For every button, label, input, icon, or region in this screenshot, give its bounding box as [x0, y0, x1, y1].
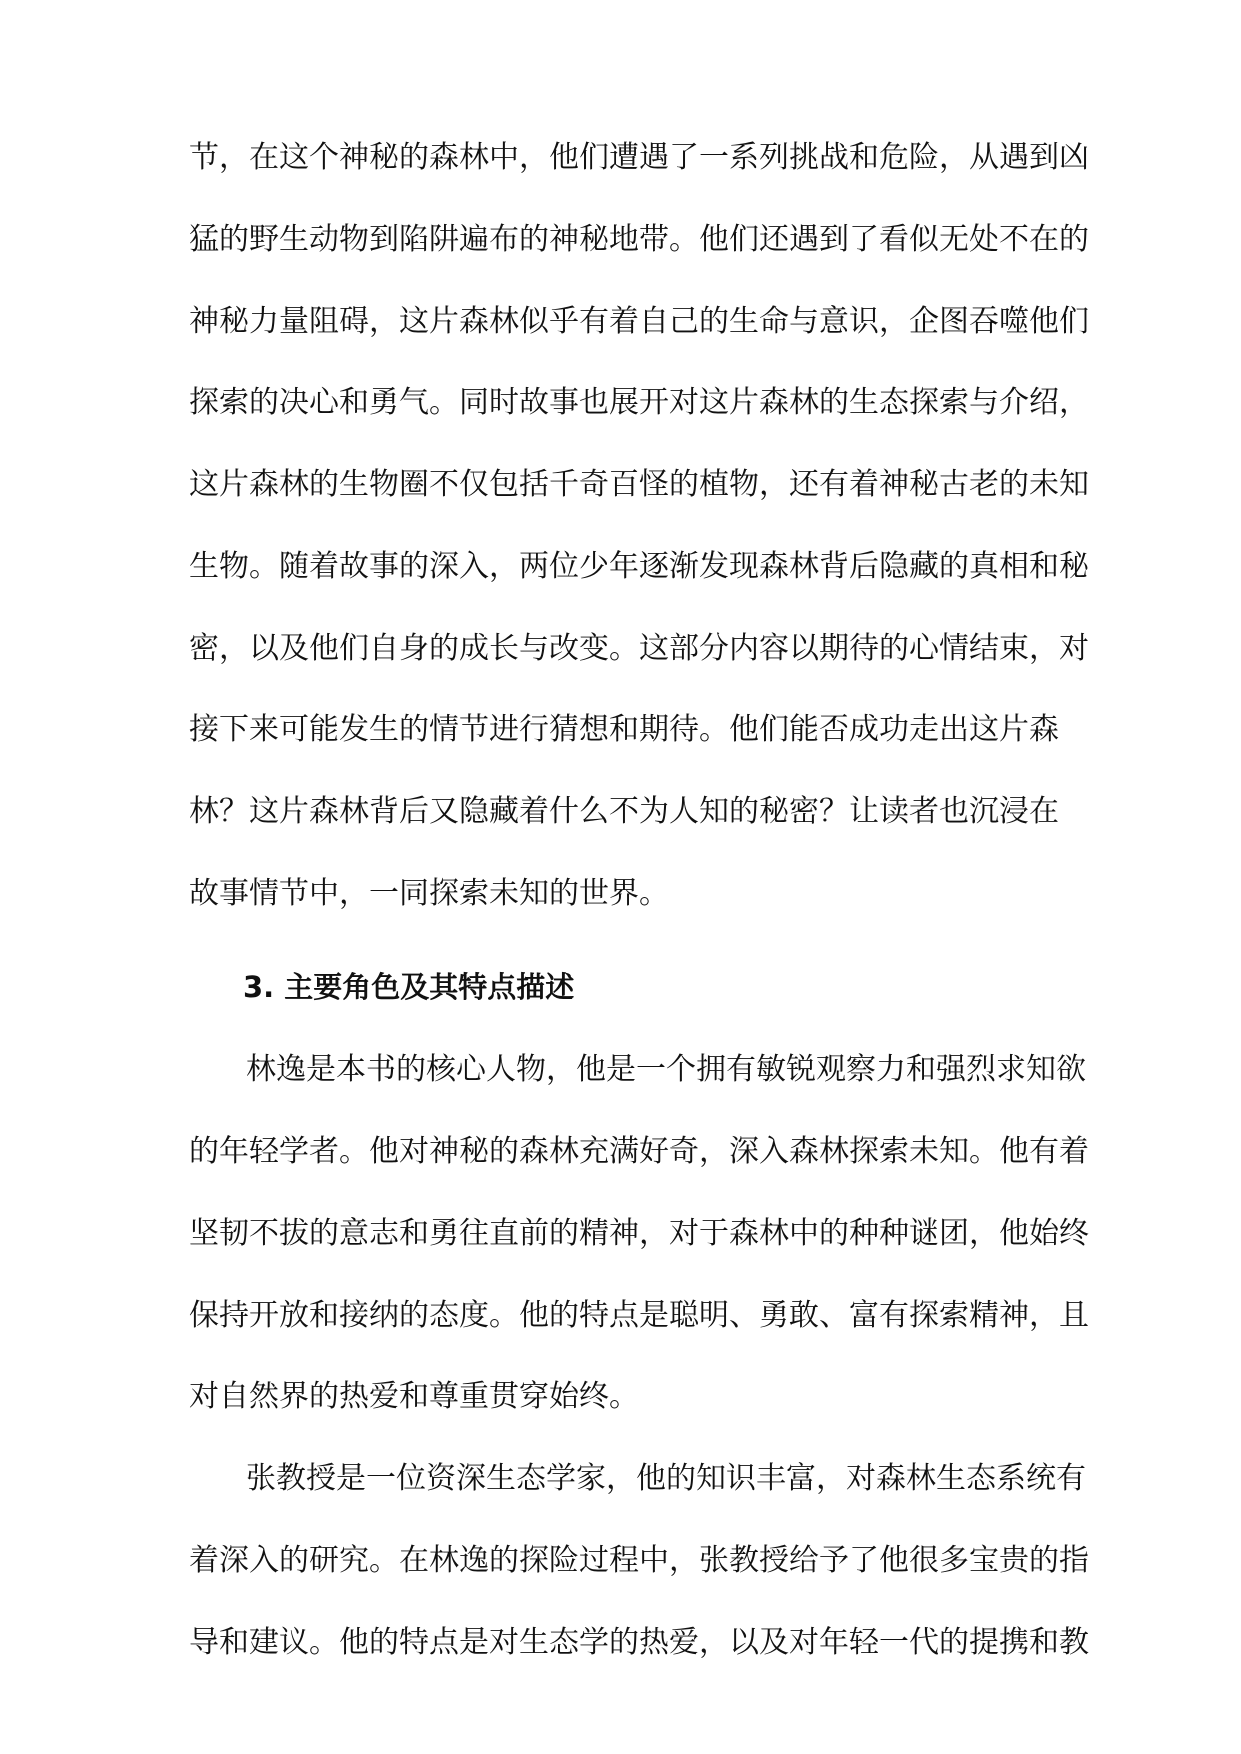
- paragraph-3-line-3: 导和建议。他的特点是对生态学的热爱，以及对年轻一代的提携和教: [189, 1625, 1089, 1660]
- paragraph-3-line-1: 张教授是一位资深生态学家，他的知识丰富，对森林生态系统有: [246, 1461, 1086, 1496]
- paragraph-2-line-3: 坚韧不拔的意志和勇往直前的精神，对于森林中的种种谜团，他始终: [189, 1216, 1089, 1251]
- paragraph-1-line-4: 探索的决心和勇气。同时故事也展开对这片森林的生态探索与介绍，: [189, 385, 1089, 420]
- paragraph-1-line-10: 故事情节中，一同探索未知的世界。: [189, 876, 669, 911]
- paragraph-2-line-5: 对自然界的热爱和尊重贯穿始终。: [189, 1379, 639, 1414]
- paragraph-3-line-2: 着深入的研究。在林逸的探险过程中，张教授给予了他很多宝贵的指: [189, 1543, 1089, 1578]
- section-heading: 3. 主要角色及其特点描述: [243, 970, 575, 1004]
- paragraph-1-line-5: 这片森林的生物圈不仅包括千奇百怪的植物，还有着神秘古老的未知: [189, 467, 1089, 502]
- paragraph-1-line-7: 密，以及他们自身的成长与改变。这部分内容以期待的心情结束，对: [189, 631, 1089, 666]
- paragraph-1-line-3: 神秘力量阻碍，这片森林似乎有着自己的生命与意识，企图吞噬他们: [189, 304, 1089, 339]
- paragraph-2-line-2: 的年轻学者。他对神秘的森林充满好奇，深入森林探索未知。他有着: [189, 1134, 1089, 1169]
- paragraph-1-line-6: 生物。随着故事的深入，两位少年逐渐发现森林背后隐藏的真相和秘: [189, 549, 1089, 584]
- paragraph-1-line-1: 节，在这个神秘的森林中，他们遭遇了一系列挑战和危险，从遇到凶: [189, 140, 1089, 175]
- paragraph-1-line-9: 林？这片森林背后又隐藏着什么不为人知的秘密？让读者也沉浸在: [189, 794, 1059, 829]
- paragraph-1-line-2: 猛的野生动物到陷阱遍布的神秘地带。他们还遇到了看似无处不在的: [189, 222, 1089, 257]
- paragraph-2-line-1: 林逸是本书的核心人物，他是一个拥有敏锐观察力和强烈求知欲: [246, 1052, 1086, 1087]
- paragraph-2-line-4: 保持开放和接纳的态度。他的特点是聪明、勇敢、富有探索精神，且: [189, 1298, 1089, 1333]
- paragraph-1-line-8: 接下来可能发生的情节进行猜想和期待。他们能否成功走出这片森: [189, 712, 1059, 747]
